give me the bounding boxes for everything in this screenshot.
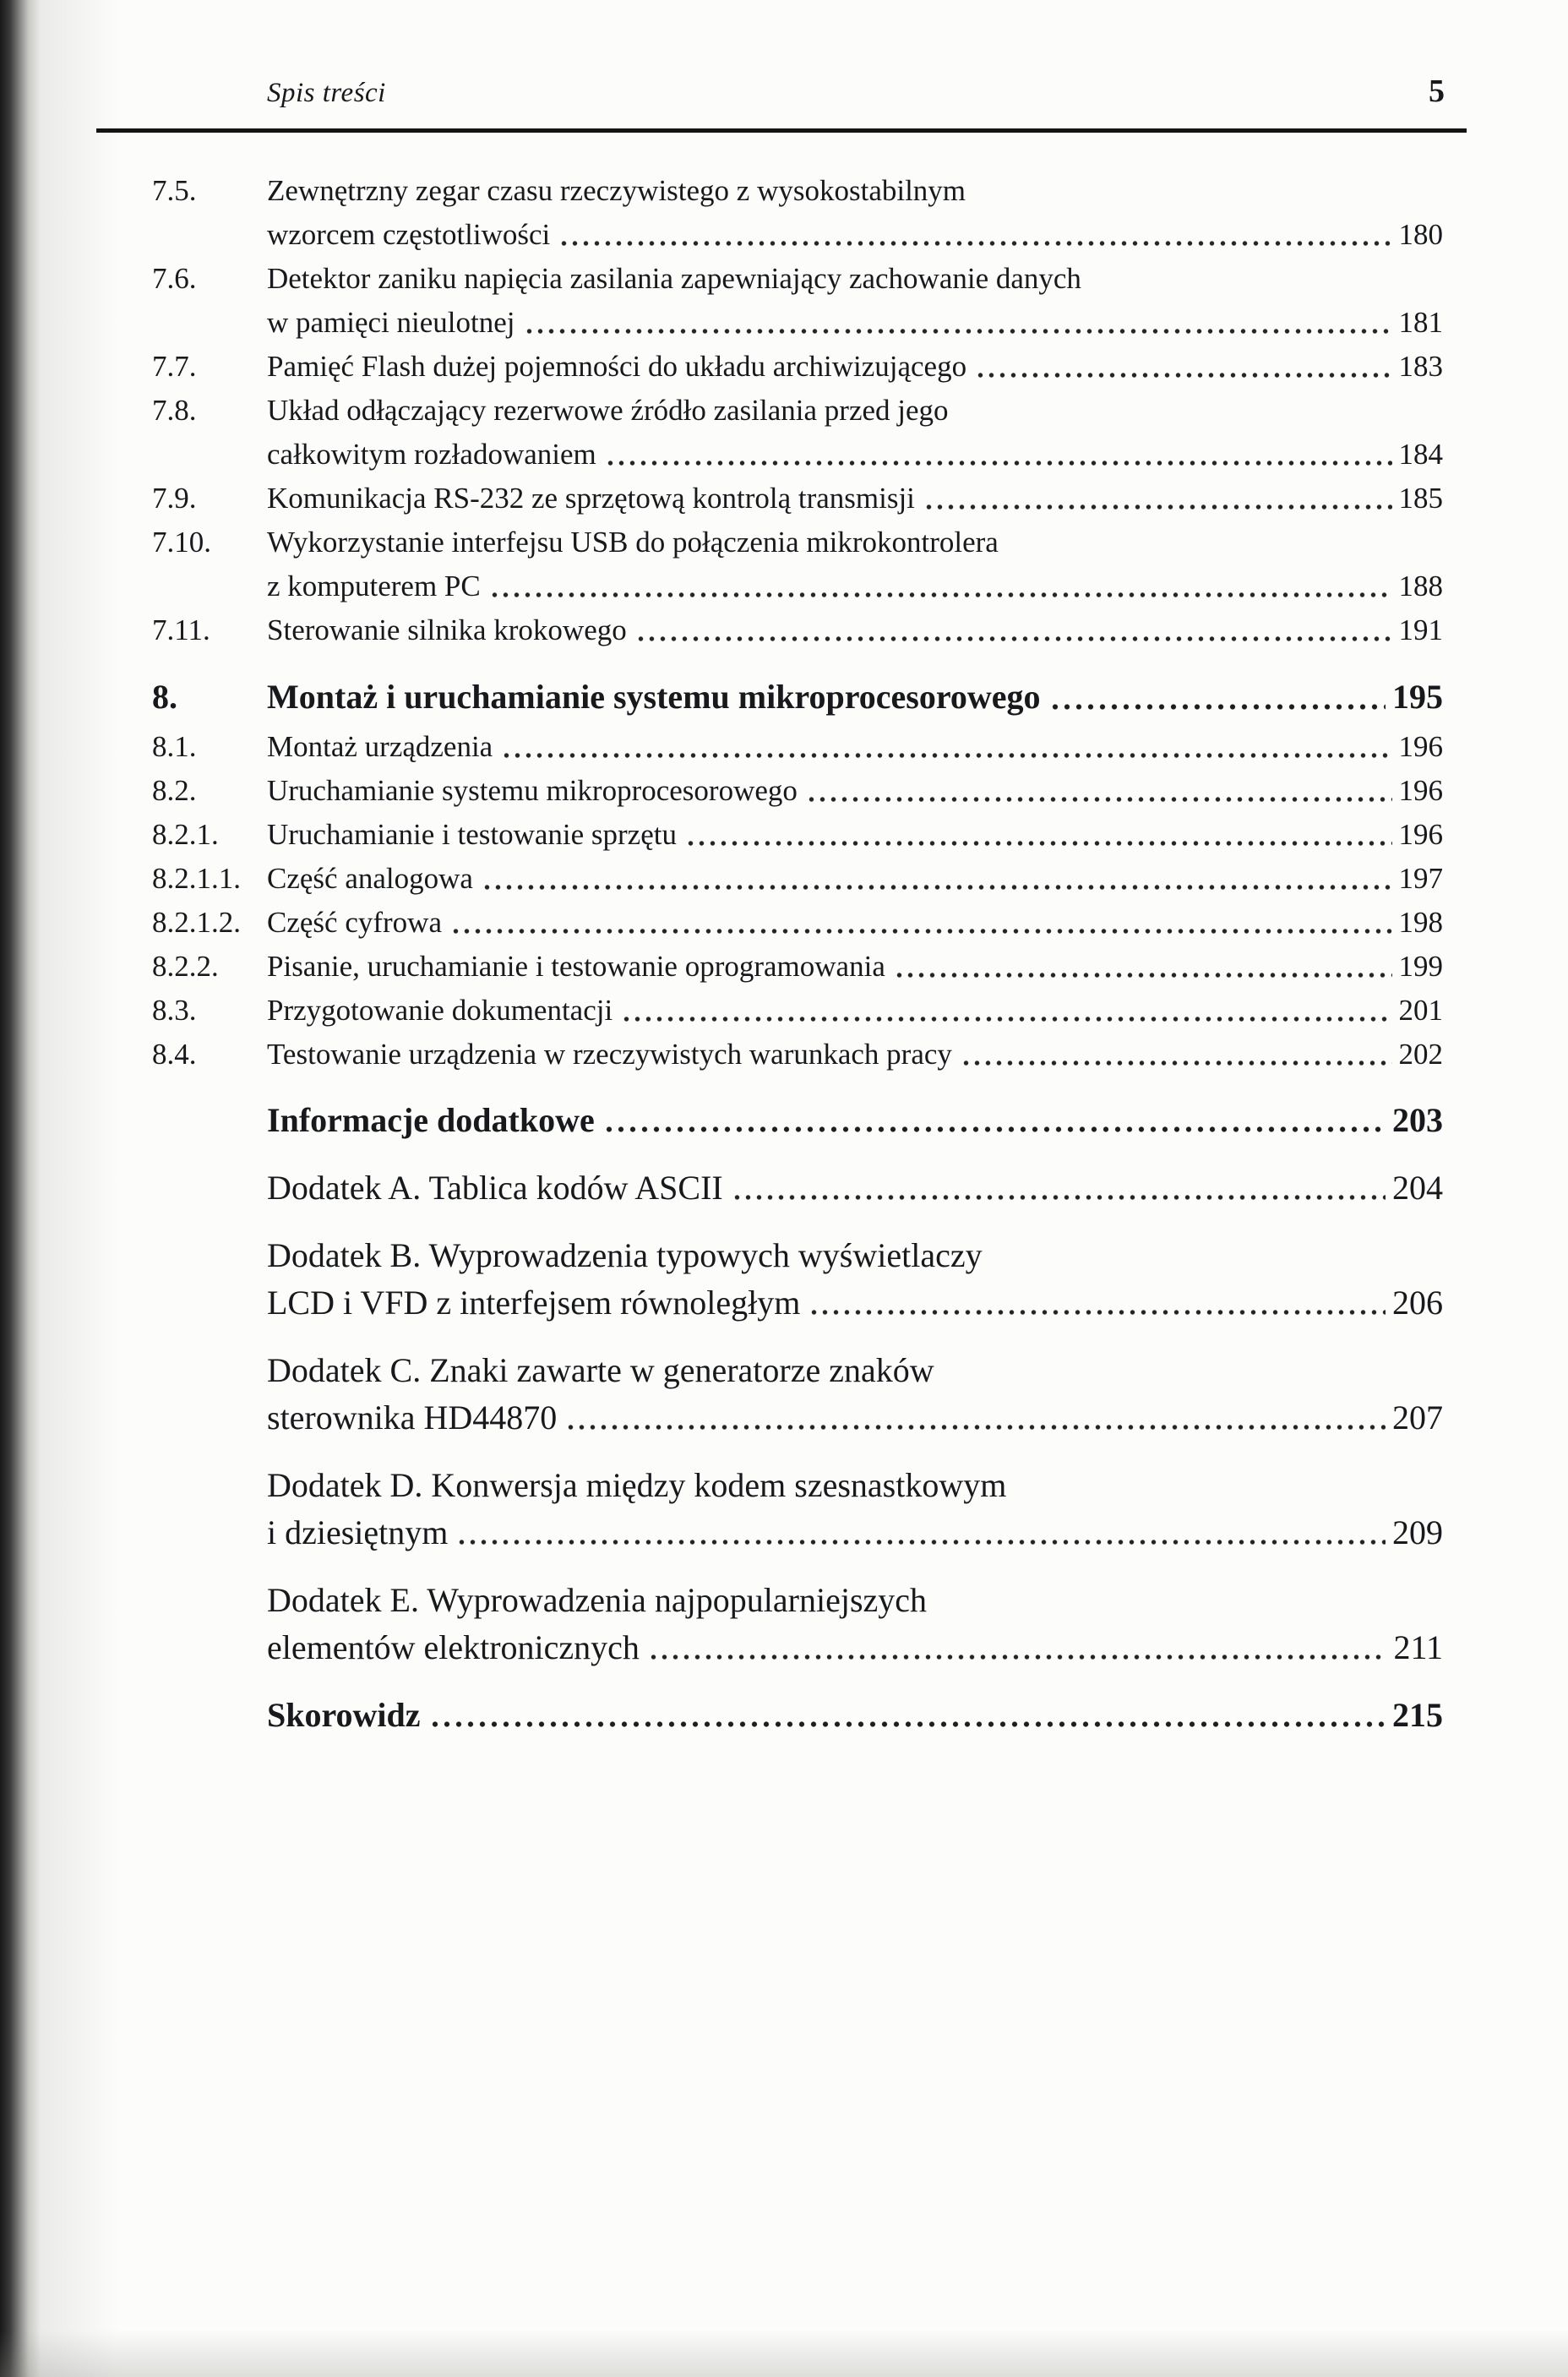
dot-leader [806, 769, 1392, 813]
toc-entry-page: 196 [1398, 730, 1443, 763]
toc-entry-number: 8.1. [152, 730, 197, 763]
toc-entry-number: 8.2.1.2. [152, 906, 241, 939]
toc-entry-number [152, 301, 267, 345]
toc-entry-row [152, 1577, 1443, 1624]
toc-entry [152, 857, 1443, 901]
dot-leader [489, 564, 1392, 608]
dot-leader [961, 1033, 1392, 1077]
toc-entry-page: 197 [1398, 862, 1443, 895]
toc-entry-row [152, 857, 1443, 901]
page-number: 5 [1429, 74, 1445, 109]
toc-entry-title: Detektor zaniku napięcia zasilania zapewniający zachowanie danych [267, 262, 1081, 295]
toc-entry-page: 196 [1398, 818, 1443, 851]
toc-entry [152, 769, 1443, 813]
toc-entry-row [152, 389, 1443, 433]
toc-entry-title: i dziesiętnym [267, 1513, 449, 1551]
toc-entry-page: 209 [1392, 1513, 1443, 1551]
toc-entry-page: 199 [1398, 950, 1443, 983]
toc-entry-row [152, 901, 1443, 945]
toc-entry-page: 201 [1398, 994, 1443, 1027]
toc-entry-number: 7.8. [152, 394, 197, 427]
scan-left-edge [0, 0, 41, 2377]
dot-leader [558, 213, 1391, 257]
toc-entry-page: 195 [1392, 678, 1443, 716]
toc-entry-number [152, 1164, 267, 1212]
toc-entry-page: 202 [1398, 1038, 1443, 1071]
toc-entry [152, 1347, 1443, 1442]
toc-entry-title: elementów elektronicznych [267, 1628, 640, 1666]
toc-entry-page: 180 [1398, 218, 1443, 251]
toc-entry-row [152, 1692, 1443, 1739]
toc-entry [152, 1462, 1443, 1556]
toc-entry [152, 1692, 1443, 1739]
dot-leader [565, 1394, 1386, 1442]
toc-list [152, 169, 1443, 1739]
toc-entry-row [152, 769, 1443, 813]
toc-entry-page: 181 [1398, 306, 1443, 339]
dot-leader [685, 813, 1392, 857]
toc-entry-row [152, 1347, 1443, 1394]
toc-entry-page: 206 [1392, 1284, 1443, 1322]
dot-leader [429, 1692, 1386, 1739]
toc-entry-number [152, 1232, 267, 1279]
toc-entry-title: Skorowidz [267, 1696, 421, 1734]
toc-entry-page: 203 [1392, 1101, 1443, 1139]
toc-entry-page: 211 [1393, 1628, 1443, 1666]
toc-entry-number: 8.2.1. [152, 818, 219, 851]
dot-leader [648, 1624, 1387, 1671]
toc-entry-row [152, 1164, 1443, 1212]
toc-entry-title: Układ odłączający rezerwowe źródło zasilania przed jego [267, 394, 949, 427]
toc-entry-row [152, 564, 1443, 608]
toc-entry-number: 8.4. [152, 1038, 197, 1071]
toc-entry-number [152, 1347, 267, 1394]
toc-entry [152, 1164, 1443, 1212]
toc-entry-page: 191 [1398, 613, 1443, 646]
toc-entry-page: 215 [1392, 1696, 1443, 1734]
toc-entry-row [152, 345, 1443, 389]
dot-leader [975, 345, 1391, 389]
toc-entry-title: Dodatek C. Znaki zawarte w generatorze znaków [267, 1351, 934, 1389]
dot-leader [482, 857, 1392, 901]
toc-entry-page: 188 [1398, 570, 1443, 602]
toc-entry-number: 7.6. [152, 262, 197, 295]
scan-bottom-shading [0, 2330, 1568, 2377]
toc-entry-row [152, 1232, 1443, 1279]
toc-entry [152, 1232, 1443, 1327]
toc-entry-title: z komputerem PC [267, 570, 481, 602]
toc-entry-page: 184 [1398, 438, 1443, 471]
toc-entry-title: Montaż i uruchamianie systemu mikroprocesorowego [267, 678, 1041, 716]
toc-entry [152, 901, 1443, 945]
toc-entry-row [152, 945, 1443, 989]
toc-entry [152, 345, 1443, 389]
toc-entry-row [152, 1097, 1443, 1144]
toc-entry-title: Zewnętrzny zegar czasu rzeczywistego z wysokostabilnym [267, 174, 966, 207]
toc-entry-title: Wykorzystanie interfejsu USB do połączenia mikrokontrolera [267, 526, 999, 559]
toc-entry-page: 204 [1392, 1169, 1443, 1207]
toc-entry-title: Sterowanie silnika krokowego [267, 613, 627, 646]
toc-entry-row [152, 1394, 1443, 1442]
running-header [267, 73, 1445, 110]
toc-entry-row [152, 1033, 1443, 1077]
toc-entry-number: 7.11. [152, 613, 210, 646]
dot-leader [603, 1097, 1386, 1144]
toc-entry-page: 196 [1398, 774, 1443, 807]
toc-entry-title: Dodatek B. Wyprowadzenia typowych wyświetlaczy [267, 1236, 983, 1274]
toc-entry [152, 673, 1443, 722]
header-rule [96, 128, 1467, 133]
toc-entry [152, 389, 1443, 477]
toc-entry-number [152, 213, 267, 257]
dot-leader [808, 1279, 1386, 1327]
toc-entry-title: LCD i VFD z interfejsem równoległym [267, 1284, 801, 1322]
toc-entry-row [152, 521, 1443, 564]
toc-entry-row [152, 1279, 1443, 1327]
toc-entry [152, 1097, 1443, 1144]
toc-entry [152, 477, 1443, 521]
toc-entry-row [152, 1509, 1443, 1556]
toc-entry [152, 945, 1443, 989]
dot-leader [501, 725, 1391, 769]
toc-entry-row [152, 433, 1443, 477]
toc-entry [152, 813, 1443, 857]
dot-leader [635, 608, 1392, 652]
toc-entry-title: sterownika HD44870 [267, 1398, 558, 1437]
toc-entry [152, 521, 1443, 608]
toc-entry-title: Uruchamianie systemu mikroprocesorowego [267, 774, 798, 807]
toc-entry-title: Część cyfrowa [267, 906, 442, 939]
toc-entry-number [152, 1279, 267, 1327]
toc-entry [152, 725, 1443, 769]
toc-entry-number: 7.10. [152, 526, 211, 559]
dot-leader [1049, 673, 1386, 722]
toc-entry [152, 169, 1443, 257]
toc-entry-number: 8.2. [152, 774, 197, 807]
dot-leader [456, 1509, 1386, 1556]
toc-entry-row [152, 725, 1443, 769]
toc-entry-title: Informacje dodatkowe [267, 1101, 595, 1139]
toc-entry-title: Dodatek A. Tablica kodów ASCII [267, 1169, 723, 1207]
toc-entry-row [152, 169, 1443, 213]
toc-entry-number [152, 1097, 267, 1144]
toc-entry-number [152, 1692, 267, 1739]
scan-left-shading [0, 0, 118, 2377]
toc-entry-number [152, 1577, 267, 1624]
toc-entry-row [152, 1462, 1443, 1509]
toc-entry-row [152, 608, 1443, 652]
dot-leader [923, 477, 1392, 521]
toc-entry-title: Montaż urządzenia [267, 730, 493, 763]
dot-leader [732, 1164, 1386, 1212]
dot-leader [524, 301, 1392, 345]
toc-entry-number: 8.2.2. [152, 950, 219, 983]
toc-entry [152, 257, 1443, 345]
toc-entry [152, 1577, 1443, 1671]
dot-leader [621, 989, 1391, 1033]
toc-entry-number [152, 433, 267, 477]
toc-entry-number: 7.5. [152, 174, 197, 207]
toc-entry-row [152, 1624, 1443, 1671]
toc-entry-number [152, 1394, 267, 1442]
toc-entry-number [152, 564, 267, 608]
toc-entry-row [152, 673, 1443, 722]
toc-entry-row [152, 813, 1443, 857]
dot-leader [894, 945, 1392, 989]
toc-entry-page: 183 [1398, 350, 1443, 383]
toc-entry [152, 608, 1443, 652]
dot-leader [450, 901, 1392, 945]
toc-entry-number [152, 1509, 267, 1556]
toc-entry-title: całkowitym rozładowaniem [267, 438, 596, 471]
toc-entry-title: Komunikacja RS-232 ze sprzętową kontrolą transmisji [267, 482, 915, 515]
toc-entry-row [152, 477, 1443, 521]
toc-entry-page: 185 [1398, 482, 1443, 515]
toc-entry-title: Część analogowa [267, 862, 473, 895]
toc-entry-page: 207 [1392, 1398, 1443, 1437]
toc-entry-row [152, 213, 1443, 257]
running-header-title: Spis treści [267, 78, 386, 108]
dot-leader [605, 433, 1392, 477]
toc-entry-number [152, 1462, 267, 1509]
toc-entry-title: wzorcem częstotliwości [267, 218, 551, 251]
toc-entry-title: Pisanie, uruchamianie i testowanie oprogramowania [267, 950, 885, 983]
toc-entry-number: 7.7. [152, 350, 197, 383]
toc-entry-number: 8. [152, 678, 177, 716]
toc-entry-title: Uruchamianie i testowanie sprzętu [267, 818, 677, 851]
toc-entry-row [152, 257, 1443, 301]
toc-entry-title: Dodatek D. Konwersja między kodem szesnastkowym [267, 1466, 1007, 1504]
toc-entry-title: Przygotowanie dokumentacji [267, 994, 613, 1027]
toc-entry-row [152, 301, 1443, 345]
toc-entry [152, 989, 1443, 1033]
toc-entry-title: Dodatek E. Wyprowadzenia najpopularniejszych [267, 1581, 928, 1619]
toc-entry-title: Testowanie urządzenia w rzeczywistych warunkach pracy [267, 1038, 952, 1071]
toc-entry-title: w pamięci nieulotnej [267, 306, 515, 339]
toc-entry-number: 7.9. [152, 482, 197, 515]
toc-entry-number: 8.2.1.1. [152, 862, 241, 895]
toc-entry-number: 8.3. [152, 994, 197, 1027]
toc-entry-row [152, 989, 1443, 1033]
toc-entry [152, 1033, 1443, 1077]
toc-entry-number [152, 1624, 267, 1671]
toc-entry-title: Pamięć Flash dużej pojemności do układu archiwizującego [267, 350, 967, 383]
toc-entry-page: 198 [1398, 906, 1443, 939]
